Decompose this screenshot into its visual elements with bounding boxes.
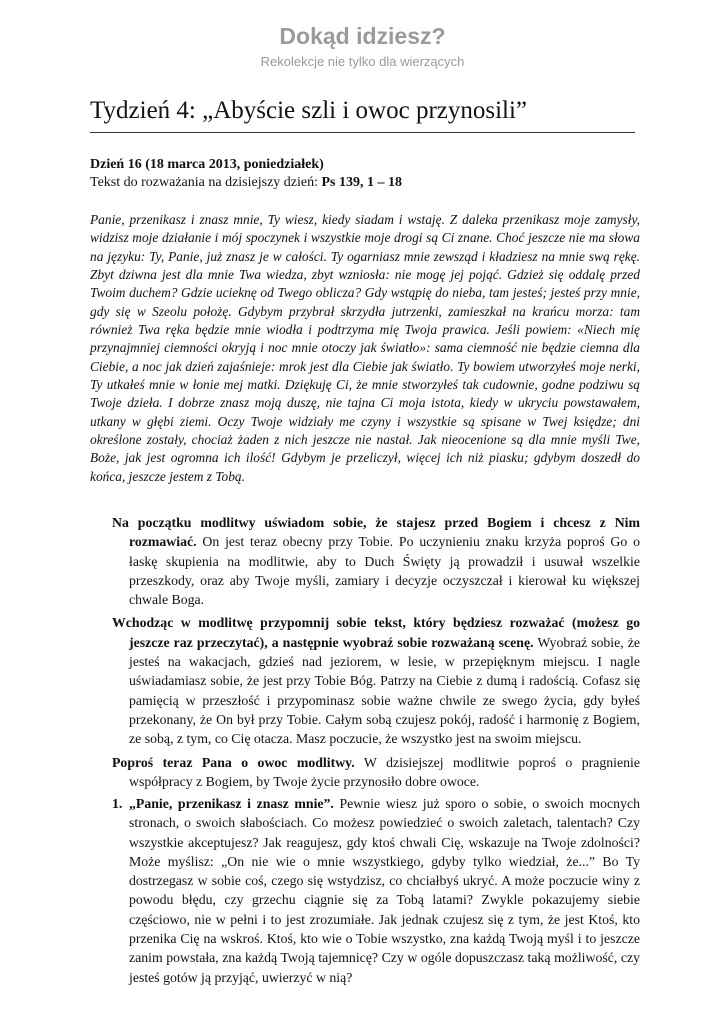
- week-title: Tydzień 4: „Abyście szli i owoc przynosili”: [90, 95, 635, 133]
- text-label: Tekst do rozważania na dzisiejszy dzień:: [90, 175, 322, 190]
- prayer-step: [112, 753, 640, 792]
- day-heading: Dzień 16 (18 marca 2013, poniedziałek): [90, 157, 324, 172]
- document-header: [0, 22, 725, 69]
- prayer-step-text: Wyobraź sobie, że jesteś na wakacjach, gdzieś nad jeziorem, w lesie, w przepięknym miejscu. I nagle uświadamiasz sobie, że jest przy Tobie Bóg. Patrzy na Ciebie z dumą i radością. Cofasz się pamięcią w przeszłość i przypominasz sobie ważne chwile ze swego życia, gdy byłeś przekonany, że On był przy Tobie. Całym sobą czujesz pokój, radość i harmonię z Bogiem, ze sobą, z tym, co Cię otacza. Masz poczucie, że wszystko jest na swoim miejscu.: [129, 634, 640, 747]
- point-text: Pewnie wiesz już sporo o sobie, o swoich mocnych stronach, o swoich słabościach. Co możesz powiedzieć o swoich zaletach, talentach? Czy wszystkie akceptujesz? Jak reagujesz, gdy ktoś chwali Cię, wskazuje na Twoje zdolności? Może myślisz: „On nie wie o mnie wszystkiego, gdyby tylko wiedział, że...” Bo Ty dostrzegasz w sobie coś, czego się wstydzisz, co chciałbyś ukryć. A może poczucie winy z powodu błędu, czy grzechu ciągnie się za Tobą latami? Zwykle pokazujemy siebie częściowo, nie w pełni i to jest zrozumiałe. Jak jednak czujesz się z tym, że jest Ktoś, kto przenika Cię na wskroś. Ktoś, kto wie o Tobie wszystko, zna każdą Twoją myśl i to jeszcze zanim powstała, zna każdą Twoją tajemnicę? Czy w ogóle dopuszczasz taką możliwość, czy jesteś gotów ją przyjąć, uwierzyć w nią?: [129, 796, 640, 985]
- prayer-step: [112, 613, 640, 748]
- point-heading: „Panie, przenikasz i znasz mnie”.: [129, 796, 334, 811]
- meditation-point: [112, 794, 640, 987]
- day-info: [90, 156, 635, 192]
- prayer-step: [112, 513, 640, 609]
- prayer-instructions: [112, 513, 640, 795]
- psalm-text: Panie, przenikasz i znasz mnie, Ty wiesz, kiedy siadam i wstaję. Z daleka przenikasz moje zamysły, widzisz moje działanie i mój spoczynek i wszystkie moje drogi są Ci znane. Choć jeszcze nie ma słowa na języku: Ty, Panie, już znasz je w całości. Ty ogarniasz mnie zewsząd i kładziesz na mnie swą rękę. Zbyt dziwna jest dla mnie Twa wiedza, zbyt wzniosła: nie mogę jej pojąć. Gdzież się oddalę przed Twoim duchem? Gdzie ucieknę od Twego oblicza? Gdy wstąpię do nieba, tam jesteś; jesteś przy mnie, gdy się w Szeolu położę. Gdybym przybrał skrzydła jutrzenki, zamieszkał na krańcu morza: tam również Twa ręka będzie mnie wiodła i podtrzyma mię Twoja prawica. Jeśli powiem: «Niech mię przynajmniej ciemności okryją i noc mnie otoczy jak światło»: sama ciemność nie będzie ciemna dla Ciebie, a noc jak dzień zajaśnieje: mrok jest dla Ciebie jak światło. Ty bowiem utworzyłeś moje nerki, Ty utkałeś mnie w łonie mej matki. Dziękuję Ci, że mnie stworzyłeś tak cudownie, godne podziwu są Twoje dzieła. I dobrze znasz moją duszę, nie tajna Ci moja istota, kiedy w ukryciu powstawałem, utkany w głębi ziemi. Oczy Twoje widziały me czyny i wszystkie są spisane w Twej księdze; dni określone zostały, chociaż żaden z nich jeszcze nie nastał. Jak nieocenione są dla mnie myśli Twe, Boże, jak jest ogromna ich ilość! Gdybym je przeliczył, więcej ich niż piasku; gdybym doszedł do końca, jeszcze jestem z Tobą.: [90, 212, 640, 484]
- scripture-reference: Ps 139, 1 – 18: [321, 175, 402, 190]
- retreat-subtitle: Rekolekcje nie tylko dla wierzących: [260, 54, 465, 69]
- prayer-step-bold: Poproś teraz Pana o owoc modlitwy.: [112, 754, 355, 770]
- prayer-step-bold: Na początku modlitwy uświadom sobie, że stajesz przed Bogiem i chcesz z Nim rozmawiać.: [112, 515, 640, 550]
- day-text-line: [90, 174, 635, 192]
- retreat-title: Dokąd idziesz?: [279, 23, 446, 49]
- prayer-step-text: W dzisiejszej modlitwie poproś o pragnienie współpracy z Bogiem, by Twoje życie przynosiło dobre owoce.: [129, 754, 640, 789]
- prayer-step-bold: Wchodząc w modlitwę przypomnij sobie tekst, który będziesz rozważać (możesz go jeszcze raz przeczytać), a następnie wyobraź sobie rozważaną scenę.: [112, 615, 640, 650]
- meditation-points: [112, 794, 640, 987]
- point-number: 1.: [112, 796, 123, 811]
- prayer-step-text: On jest teraz obecny przy Tobie. Po uczynieniu znaku krzyża poproś Go o łaskę skupienia na modlitwie, aby to Duch Święty ją prowadził i usuwał wszelkie przeszkody, oraz aby Twoje myśli, zamiary i decyzje oczyszczał i kierował ku większej chwale Boga.: [129, 534, 640, 608]
